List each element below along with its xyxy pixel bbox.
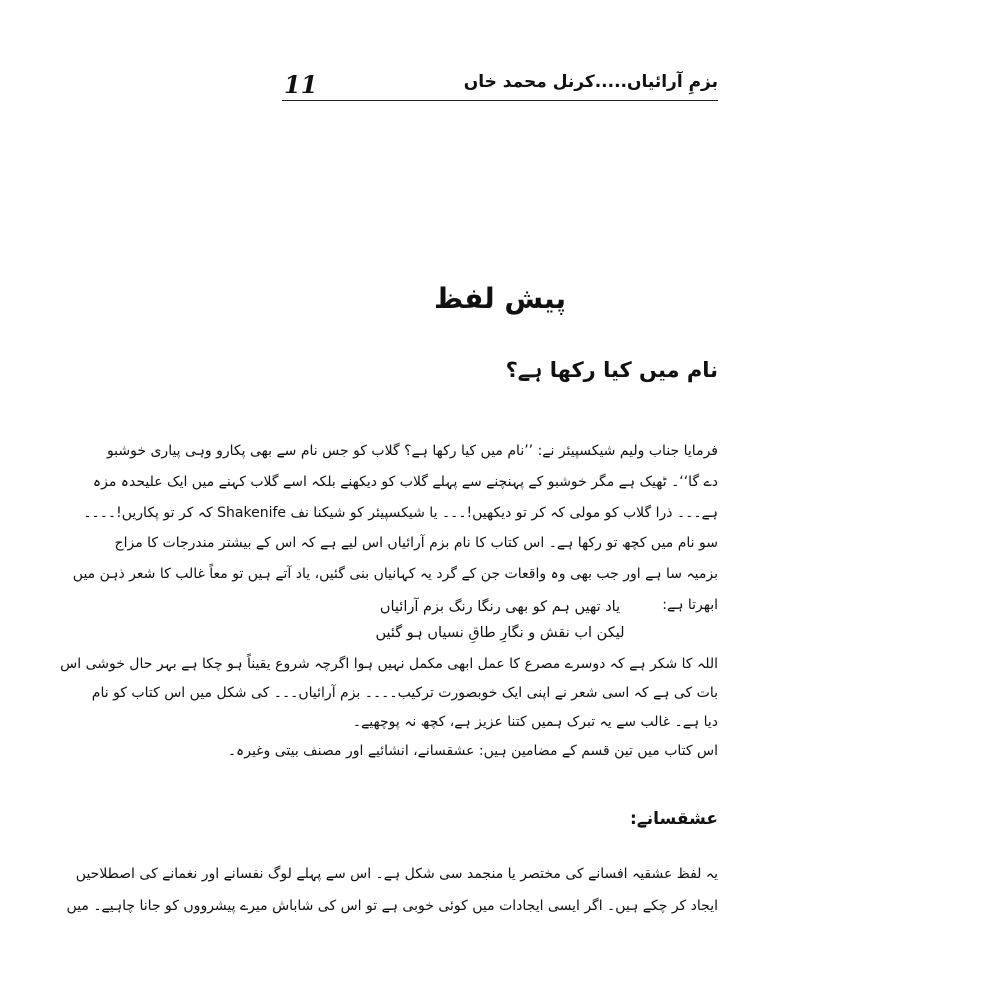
text-line: اللہ کا شکر ہے کہ دوسرے مصرع کا عمل ابھی مکمل نہیں ہوا اگرچہ شروع یقیناً ہو چکا ہے بہر حال خوشی اس [60, 656, 718, 672]
text-line: دیا ہے۔ غالب سے یہ تبرک ہمیں کتنا عزیز ہے، کچھ نہ پوچھیے۔ [352, 714, 718, 730]
verse-line: لیکن اب نقش و نگارِ طاقِ نسیاں ہو گئیں [375, 625, 625, 641]
header-rule [282, 100, 718, 101]
text-line: سو نام میں کچھ تو رکھا ہے۔ اس کتاب کا نام بزم آرائیاں اس لیے ہے کہ اس کے بیشتر مندرجات کا مزاج [114, 535, 718, 552]
section-heading-ishqsane: عشقسانے: [630, 809, 718, 829]
section-heading-name: نام میں کیا رکھا ہے؟ [505, 358, 718, 382]
verse-line: یاد تھیں ہم کو بھی رنگا رنگ بزم آرائیاں [379, 599, 621, 615]
text-line: فرمایا جناب ولیم شیکسپیئر نے: ’’نام میں کیا رکھا ہے؟ گلاب کو جس نام سے بھی پکارو وہی پیاری خوشبو [106, 443, 718, 459]
text-line: بزمیہ سا ہے اور جب بھی وہ واقعات جن کے گرد یہ کہانیاں بنی گئیں، یاد آتے ہیں تو معاً غالب کا شعر ذہن میں [72, 566, 718, 583]
text-line: یہ لفظ عشقیہ افسانے کی مختصر یا منجمد سی شکل ہے۔ اس سے پہلے لوگ نفسانے اور نغمانے کی اصطلاحیں [75, 866, 718, 882]
text-line: بات کی ہے کہ اسی شعر نے اپنی ایک خوبصورت ترکیب۔۔۔۔ بزم آرائیاں۔۔۔ کی شکل میں اس کتاب کو نام [91, 685, 718, 701]
text-line: دے گا‘‘۔ ٹھیک ہے مگر خوشبو کے پہنچنے سے پہلے گلاب کو دیکھنے بلکہ اسے گلاب کہنے میں ایک علیحدہ مزہ [92, 473, 718, 490]
chapter-title: پیش لفظ [434, 282, 566, 315]
page-number: 11 [284, 70, 318, 99]
text-line: اس کتاب میں تین قسم کے مضامین ہیں: عشقسانے، انشائیے اور مصنف بیتی وغیرہ۔ [227, 743, 718, 759]
running-header [282, 62, 718, 98]
ghalib-verse [282, 594, 718, 646]
paragraph-gratitude [60, 650, 718, 766]
paragraph-ishqsane [66, 858, 718, 922]
text-line: ہے۔۔۔ ذرا گلاب کو مولی کہ کر تو دیکھیں!۔۔۔ یا شیکسپیئر کو شیکنا نف Shakenife کہ کر تو پکاریں!۔۔۔۔ [83, 504, 718, 521]
text-line: ایجاد کر چکے ہیں۔ اگر ایسی ایجادات میں کوئی خوبی ہے تو اس کی شاباش میرے پیشرووں کو جانا چاہیے۔ میں [66, 898, 718, 914]
text-line: ابھرتا ہے: [662, 596, 718, 613]
running-title: بزمِ آرائیاں.....کرنل محمد خاں [463, 72, 718, 92]
